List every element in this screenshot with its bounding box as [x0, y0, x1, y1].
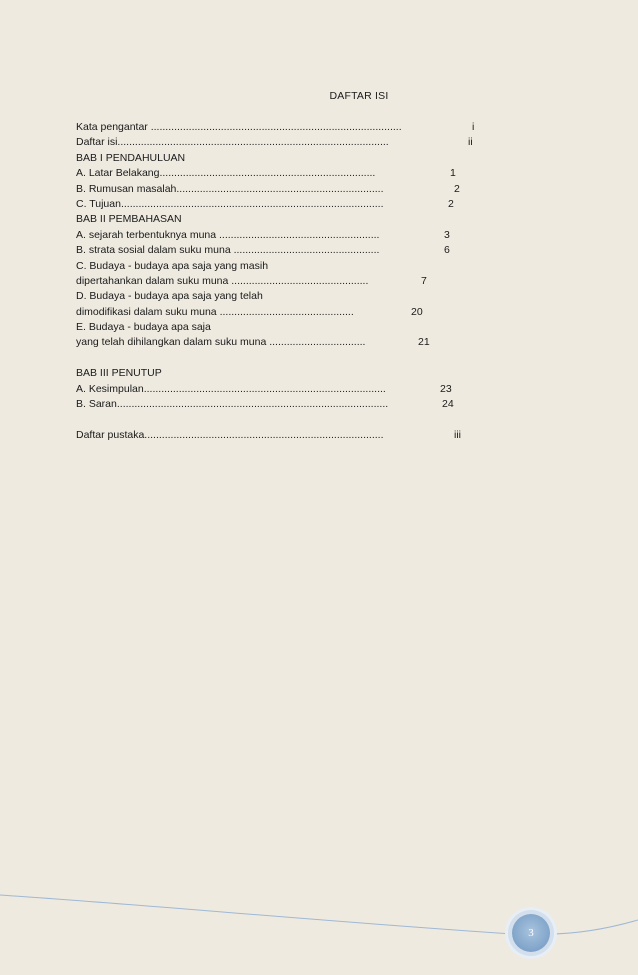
- toc-entry-text: C. Budaya - budaya apa saja yang masih: [76, 259, 269, 272]
- toc-entry-page: 21: [418, 336, 430, 349]
- toc-entry-page: 6: [444, 244, 450, 257]
- toc-entry: [76, 120, 496, 135]
- toc-entry-text: Daftar isi.............................................................................................: [76, 136, 389, 149]
- toc-entry: [76, 428, 496, 443]
- toc-entry-page: iii: [454, 428, 461, 441]
- toc-entry-text: A. sejarah terbentuknya muna .......................................................: [76, 228, 380, 241]
- toc-entry: [76, 212, 496, 227]
- toc-entry: [76, 135, 496, 150]
- toc-entry: [76, 182, 496, 197]
- toc-entry: [76, 228, 496, 243]
- toc-entry-page: 2: [454, 182, 460, 195]
- toc-entry-text: BAB II PEMBAHASAN: [76, 213, 182, 226]
- toc-entry: [76, 243, 496, 258]
- toc-entry-page: 20: [411, 305, 423, 318]
- page-title: DAFTAR ISI: [329, 90, 389, 102]
- toc-entry-page: 3: [444, 228, 450, 241]
- toc-entry-text: Kata pengantar ......................................................................................: [76, 121, 402, 133]
- toc-entry-text: B. strata sosial dalam suku muna ..................................................: [76, 244, 380, 257]
- toc-entry: [76, 289, 496, 304]
- toc-entry-text: BAB I PENDAHULUAN: [76, 151, 186, 164]
- toc-entry-text: dipertahankan dalam suku muna ...............................................: [76, 274, 369, 287]
- toc-entry-page: i: [472, 121, 475, 133]
- toc-entry-text: D. Budaya - budaya apa saja yang telah: [76, 290, 263, 303]
- toc-entry-text: BAB III PENUTUP: [76, 367, 162, 380]
- toc-entry-text: A. Kesimpulan...................................................................................: [76, 382, 386, 395]
- toc-entry: [76, 274, 496, 289]
- toc-entry: [76, 397, 496, 412]
- toc-entry: [76, 197, 496, 212]
- toc-entry-page: 7: [421, 274, 427, 287]
- toc-entry-page: 2: [448, 197, 454, 210]
- toc-entry: [76, 335, 496, 350]
- toc-entry-text: E. Budaya - budaya apa saja: [76, 321, 211, 334]
- table-of-contents: [76, 120, 496, 443]
- toc-entry-text: B. Saran.............................................................................................: [76, 398, 389, 411]
- toc-entry: [76, 412, 496, 427]
- toc-entry-text: dimodifikasi dalam suku muna ..............................................: [76, 305, 354, 318]
- toc-entry: [76, 320, 496, 335]
- toc-entry-page: 23: [440, 382, 452, 395]
- toc-entry: [76, 305, 496, 320]
- page-number-badge: 3: [512, 914, 550, 952]
- toc-entry-text: Daftar pustaka..................................................................................: [76, 428, 384, 441]
- toc-entry: [76, 366, 496, 381]
- toc-entry-page: 24: [442, 398, 454, 411]
- toc-entry: [76, 166, 496, 181]
- toc-entry: [76, 351, 496, 366]
- toc-entry-text: C. Tujuan..........................................................................................: [76, 197, 384, 210]
- toc-entry: [76, 151, 496, 166]
- toc-entry-page: 1: [450, 167, 456, 180]
- toc-entry-page: ii: [468, 136, 473, 149]
- toc-entry: [76, 259, 496, 274]
- toc-entry-text: yang telah dihilangkan dalam suku muna .................................: [76, 336, 366, 349]
- toc-entry-text: B. Rumusan masalah.......................................................................: [76, 182, 384, 195]
- toc-entry-text: A. Latar Belakang..........................................................................: [76, 167, 376, 180]
- toc-entry: [76, 382, 496, 397]
